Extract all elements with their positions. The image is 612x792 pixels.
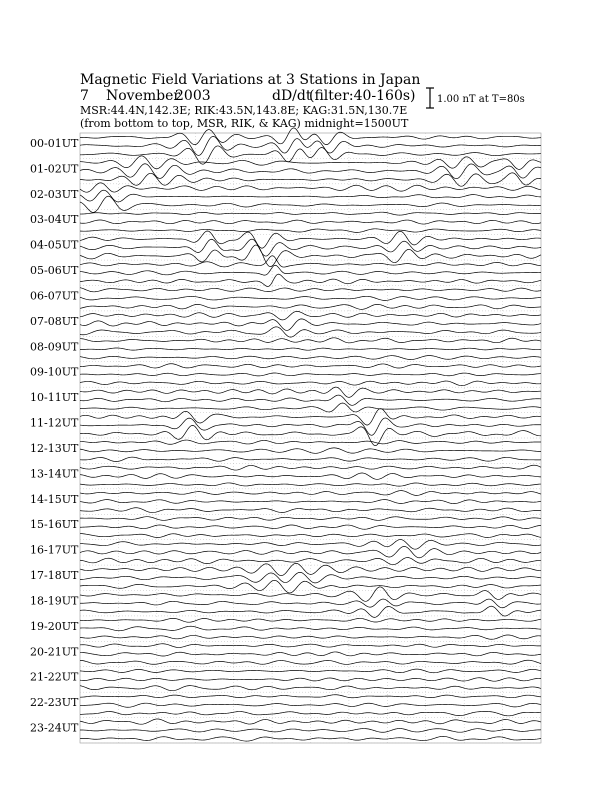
trace-msr xyxy=(80,660,541,664)
hour-label: 14-15UT xyxy=(30,492,79,506)
date-month: November xyxy=(106,88,181,104)
hour-label: 22-23UT xyxy=(30,696,79,710)
trace-rik xyxy=(80,418,541,435)
hour-label: 16-17UT xyxy=(30,543,79,557)
hour-label: 23-24UT xyxy=(30,721,79,735)
hour-label: 04-05UT xyxy=(30,238,79,252)
trace-rik xyxy=(80,525,541,529)
date-year: 2003 xyxy=(175,88,211,104)
trace-kag xyxy=(80,338,541,343)
hour-label: 13-14UT xyxy=(30,467,79,481)
trace-msr xyxy=(80,196,541,212)
hour-label: 18-19UT xyxy=(30,594,79,608)
hour-label: 17-18UT xyxy=(30,569,79,583)
trace-kag xyxy=(80,440,541,444)
trace-rik xyxy=(80,599,541,608)
trace-kag xyxy=(80,409,541,425)
hour-label: 05-06UT xyxy=(30,264,79,278)
trace-kag xyxy=(80,618,541,622)
trace-msr xyxy=(80,381,541,386)
hour-label: 00-01UT xyxy=(30,136,79,150)
hour-label: 12-13UT xyxy=(30,441,79,455)
trace-kag xyxy=(80,491,541,496)
chart-title: Magnetic Field Variations at 3 Stations in Japan xyxy=(80,72,421,88)
trace-kag xyxy=(80,311,541,320)
filter-label: (filter:40-160s) xyxy=(309,88,416,104)
hour-label: 11-12UT xyxy=(30,416,79,430)
trace-msr xyxy=(80,403,541,412)
trace-rik xyxy=(80,500,541,504)
hour-label: 21-22UT xyxy=(30,670,79,684)
component-label: dD/dt xyxy=(272,88,312,104)
station-order-note: (from bottom to top, MSR, RIK, & KAG) midnight=1500UT xyxy=(80,117,409,130)
hour-label: 06-07UT xyxy=(30,289,79,303)
trace-msr xyxy=(80,274,541,286)
date-day: 7 xyxy=(80,88,89,104)
trace-msr xyxy=(80,483,541,486)
hour-label: 07-08UT xyxy=(30,314,79,328)
hour-label: 01-02UT xyxy=(30,162,79,176)
trace-rik xyxy=(80,190,541,202)
trace-rik xyxy=(80,265,541,275)
scale-label: 1.00 nT at T=80s xyxy=(437,94,525,105)
trace-msr xyxy=(80,534,541,538)
hour-label: 20-21UT xyxy=(30,645,79,659)
hour-label: 15-16UT xyxy=(30,518,79,532)
trace-msr xyxy=(80,736,541,741)
hour-label: 02-03UT xyxy=(30,187,79,201)
hour-label: 08-09UT xyxy=(30,340,79,354)
station-coordinates: MSR:44.4N,142.3E; RIK:43.5N,143.8E; KAG:31.5N,130.7E xyxy=(80,104,408,117)
hour-label: 19-20UT xyxy=(30,619,79,633)
hour-label: 03-04UT xyxy=(30,213,79,227)
trace-msr xyxy=(80,304,541,309)
hour-label: 10-11UT xyxy=(30,391,79,405)
trace-msr xyxy=(80,558,541,565)
hour-label: 09-10UT xyxy=(30,365,79,379)
